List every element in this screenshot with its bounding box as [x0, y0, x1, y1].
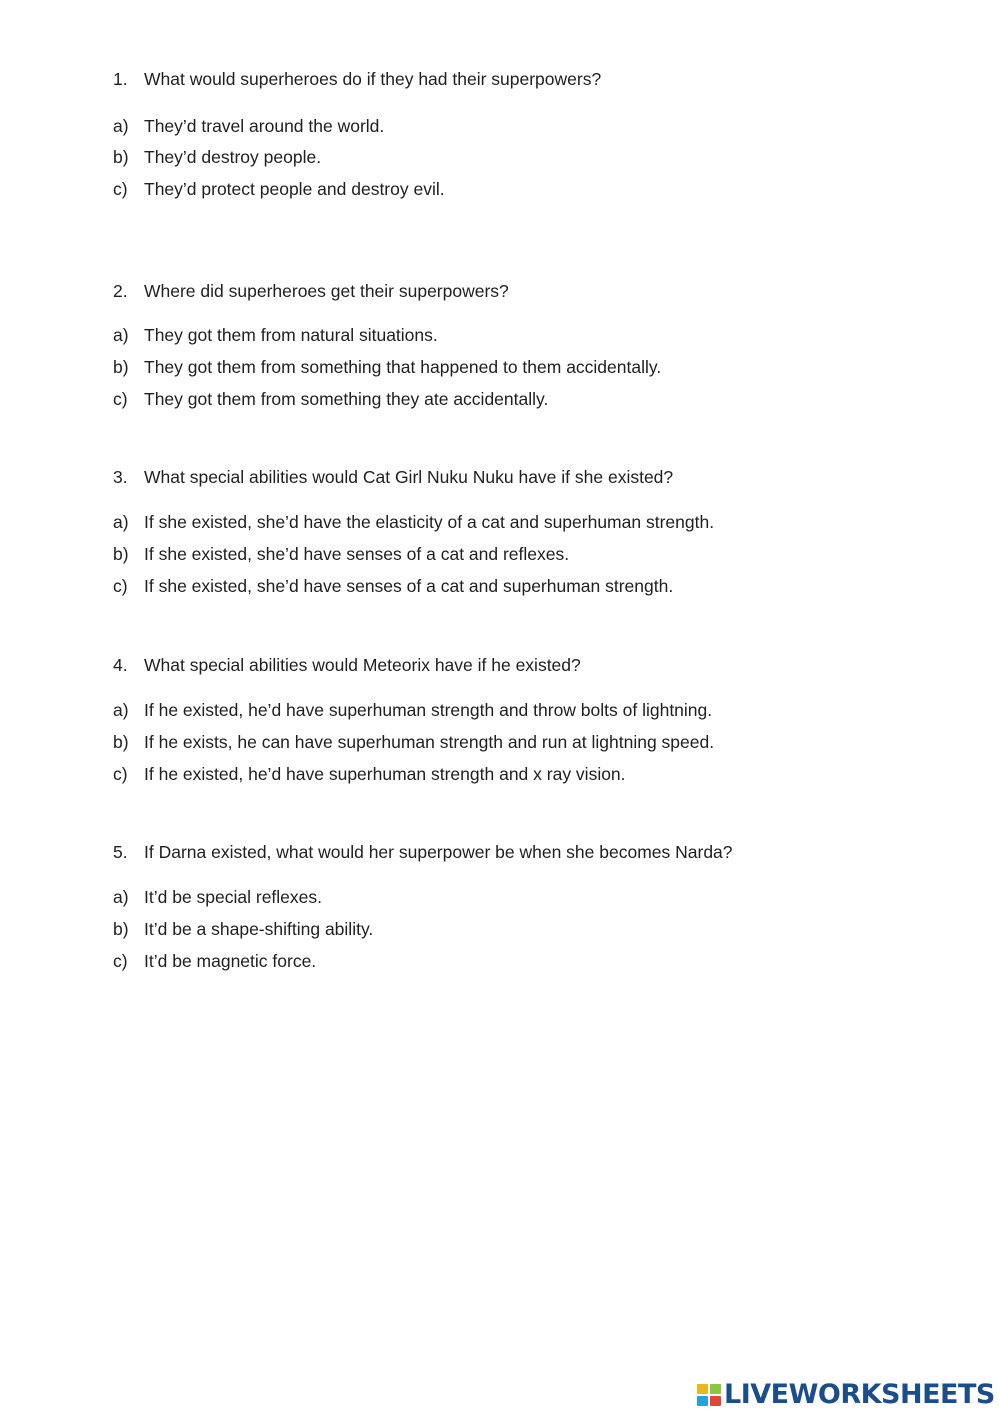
option-text: If she existed, she’d have the elasticity of a cat and superhuman strength. — [144, 512, 715, 532]
option-letter: b) — [113, 357, 129, 377]
option-text: It’d be magnetic force. — [144, 951, 317, 971]
option-letter: a) — [113, 512, 129, 532]
logo-block-green — [710, 1384, 721, 1394]
question-number: 1. — [113, 69, 128, 89]
option-text: They got them from natural situations. — [144, 325, 438, 345]
option-text: They got them from something they ate accidentally. — [144, 389, 549, 409]
question-text: If Darna existed, what would her superpower be when she becomes Narda? — [144, 842, 733, 862]
option-text: If he existed, he’d have superhuman strength and x ray vision. — [144, 764, 626, 784]
option-letter: c) — [113, 764, 128, 784]
question-number: 2. — [113, 281, 128, 301]
option-letter: b) — [113, 147, 129, 167]
option-text: They’d protect people and destroy evil. — [144, 179, 445, 199]
option-letter: b) — [113, 732, 129, 752]
option-letter: b) — [113, 919, 129, 939]
option-text: It’d be a shape-shifting ability. — [144, 919, 374, 939]
option-text: It’d be special reflexes. — [144, 887, 323, 907]
option-letter: a) — [113, 887, 129, 907]
option-text: If he exists, he can have superhuman strength and run at lightning speed. — [144, 732, 715, 752]
option-letter: a) — [113, 325, 129, 345]
logo-block-blue — [697, 1396, 708, 1406]
question-text: What special abilities would Meteorix have if he existed? — [144, 655, 581, 675]
logo-text: LIVEWORKSHEETS — [724, 1379, 995, 1410]
option-letter: c) — [113, 389, 128, 409]
question-text: What would superheroes do if they had their superpowers? — [144, 69, 602, 89]
option-letter: c) — [113, 179, 128, 199]
option-letter: a) — [113, 116, 129, 136]
option-text: If she existed, she’d have senses of a cat and reflexes. — [144, 544, 570, 564]
option-text: They’d destroy people. — [144, 147, 322, 167]
question-number: 4. — [113, 655, 128, 675]
logo-block-red — [710, 1396, 721, 1406]
option-text: They got them from something that happened to them accidentally. — [144, 357, 662, 377]
option-text: They’d travel around the world. — [144, 116, 385, 136]
option-text: If he existed, he’d have superhuman strength and throw bolts of lightning. — [144, 700, 713, 720]
option-letter: c) — [113, 576, 128, 596]
option-text: If she existed, she’d have senses of a cat and superhuman strength. — [144, 576, 674, 596]
question-number: 3. — [113, 467, 128, 487]
option-letter: a) — [113, 700, 129, 720]
liveworksheets-logo — [697, 1378, 995, 1412]
option-letter: c) — [113, 951, 128, 971]
logo-blocks-icon — [697, 1384, 721, 1406]
option-letter: b) — [113, 544, 129, 564]
logo-block-yellow — [697, 1384, 708, 1394]
question-text: Where did superheroes get their superpowers? — [144, 281, 509, 301]
question-text: What special abilities would Cat Girl Nuku Nuku have if she existed? — [144, 467, 674, 487]
question-number: 5. — [113, 842, 128, 862]
